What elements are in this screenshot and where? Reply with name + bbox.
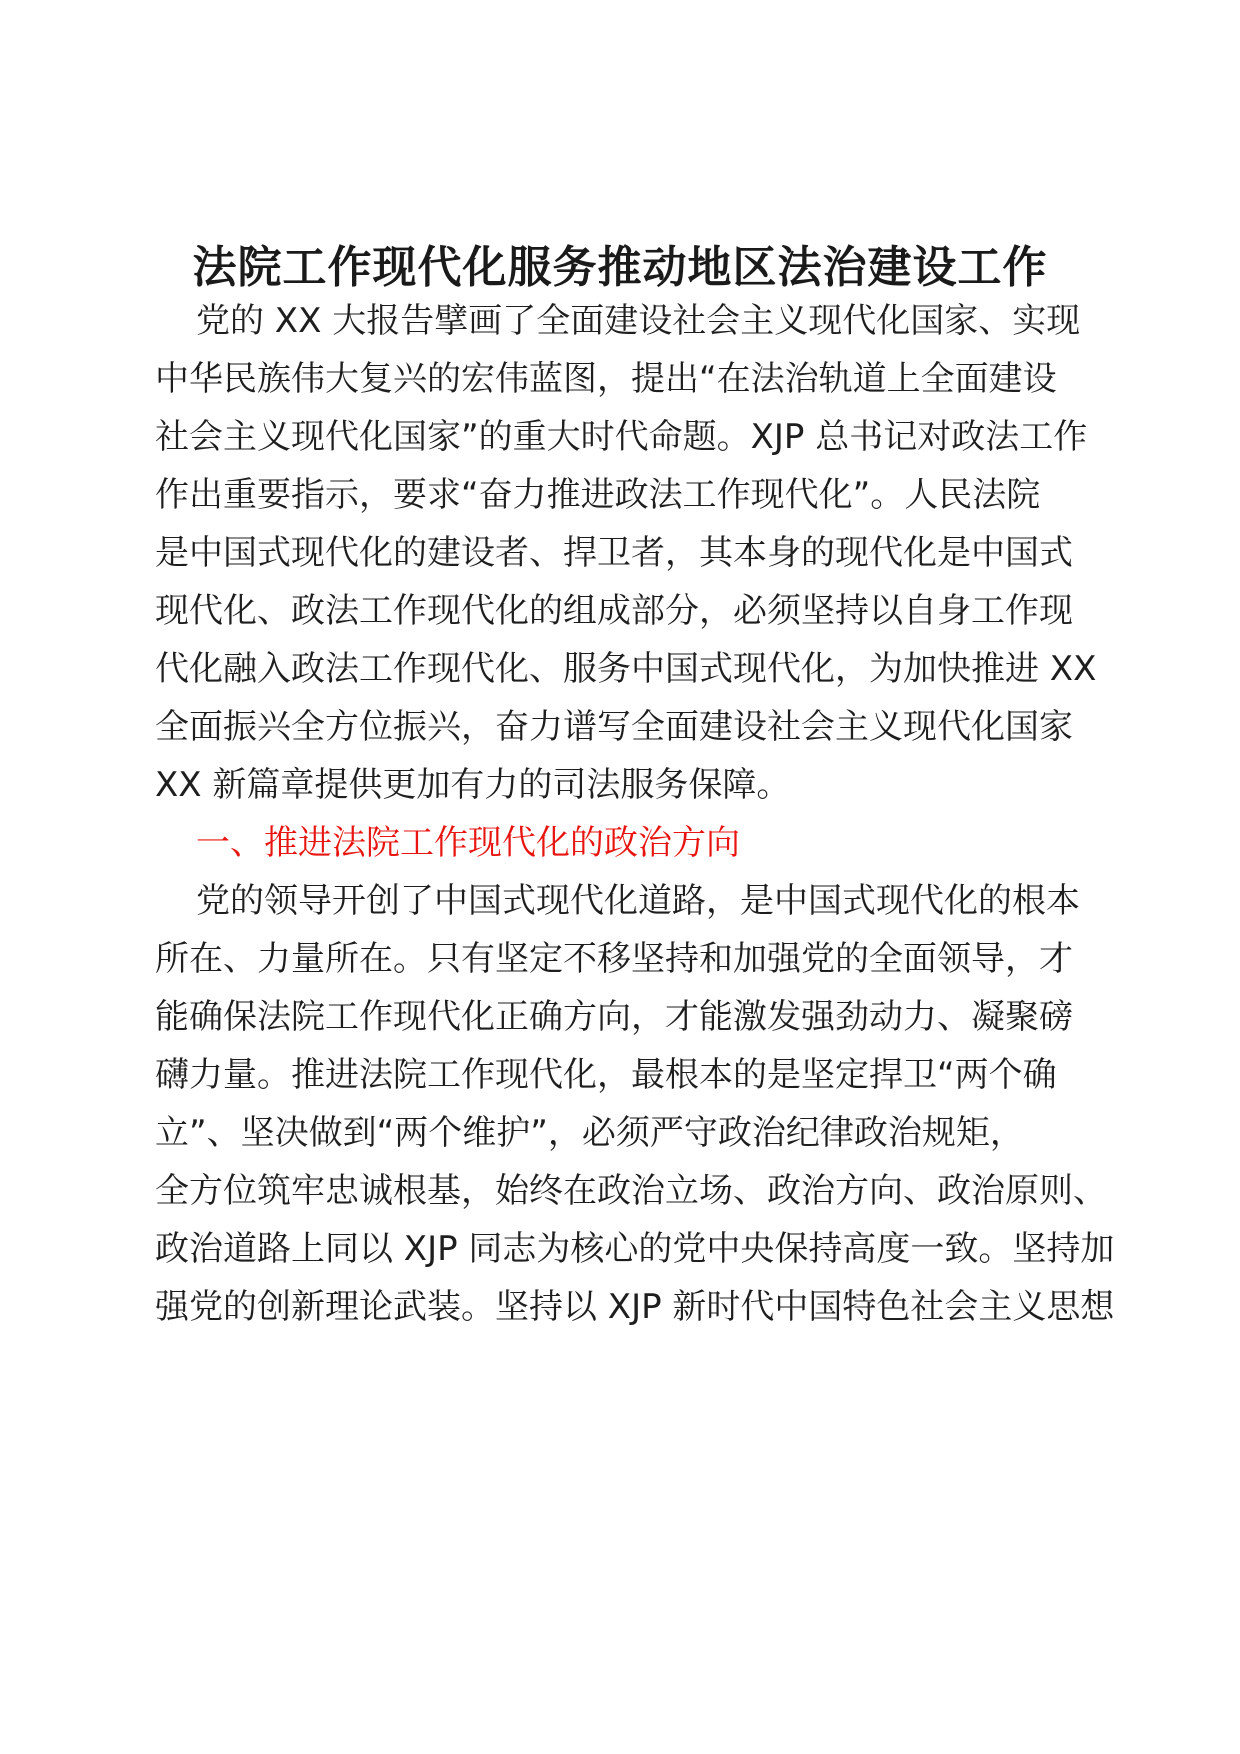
body-line: 强党的创新理论武装。坚持以 XJP 新时代中国特色社会主义思想 [155,1287,1115,1327]
body-line: 礴力量。推进法院工作现代化，最根本的是坚定捍卫“两个确 [155,1055,1057,1095]
body-line: 作出重要指示，要求“奋力推进政法工作现代化”。人民法院 [155,475,1041,515]
section-heading: 一、推进法院工作现代化的政治方向 [196,823,740,863]
body-line: 政治道路上同以 XJP 同志为核心的党中央保持高度一致。坚持加 [155,1229,1115,1269]
body-line: 能确保法院工作现代化正确方向，才能激发强劲动力、凝聚磅 [155,997,1073,1037]
body-line: XX 新篇章提供更加有力的司法服务保障。 [155,765,791,805]
body-line: 是中国式现代化的建设者、捍卫者，其本身的现代化是中国式 [155,533,1073,573]
body-line: 社会主义现代化国家”的重大时代命题。XJP 总书记对政法工作 [155,417,1088,457]
body-line: 党的领导开创了中国式现代化道路，是中国式现代化的根本 [196,881,1080,921]
body-line: 代化融入政法工作现代化、服务中国式现代化，为加快推进 XX [155,649,1097,689]
body-line: 全方位筑牢忠诚根基，始终在政治立场、政治方向、政治原则、 [155,1171,1107,1211]
body-line: 党的 XX 大报告擘画了全面建设社会主义现代化国家、实现 [196,301,1081,341]
body-line: 中华民族伟大复兴的宏伟蓝图，提出“在法治轨道上全面建设 [155,359,1057,399]
body-line: 所在、力量所在。只有坚定不移坚持和加强党的全面领导，才 [155,939,1073,979]
document-title: 法院工作现代化服务推动地区法治建设工作 [192,242,1048,293]
body-line: 现代化、政法工作现代化的组成部分，必须坚持以自身工作现 [155,591,1073,631]
body-line: 全面振兴全方位振兴，奋力谱写全面建设社会主义现代化国家 [155,707,1073,747]
body-line: 立”、坚决做到“两个维护”，必须严守政治纪律政治规矩， [155,1113,1024,1153]
